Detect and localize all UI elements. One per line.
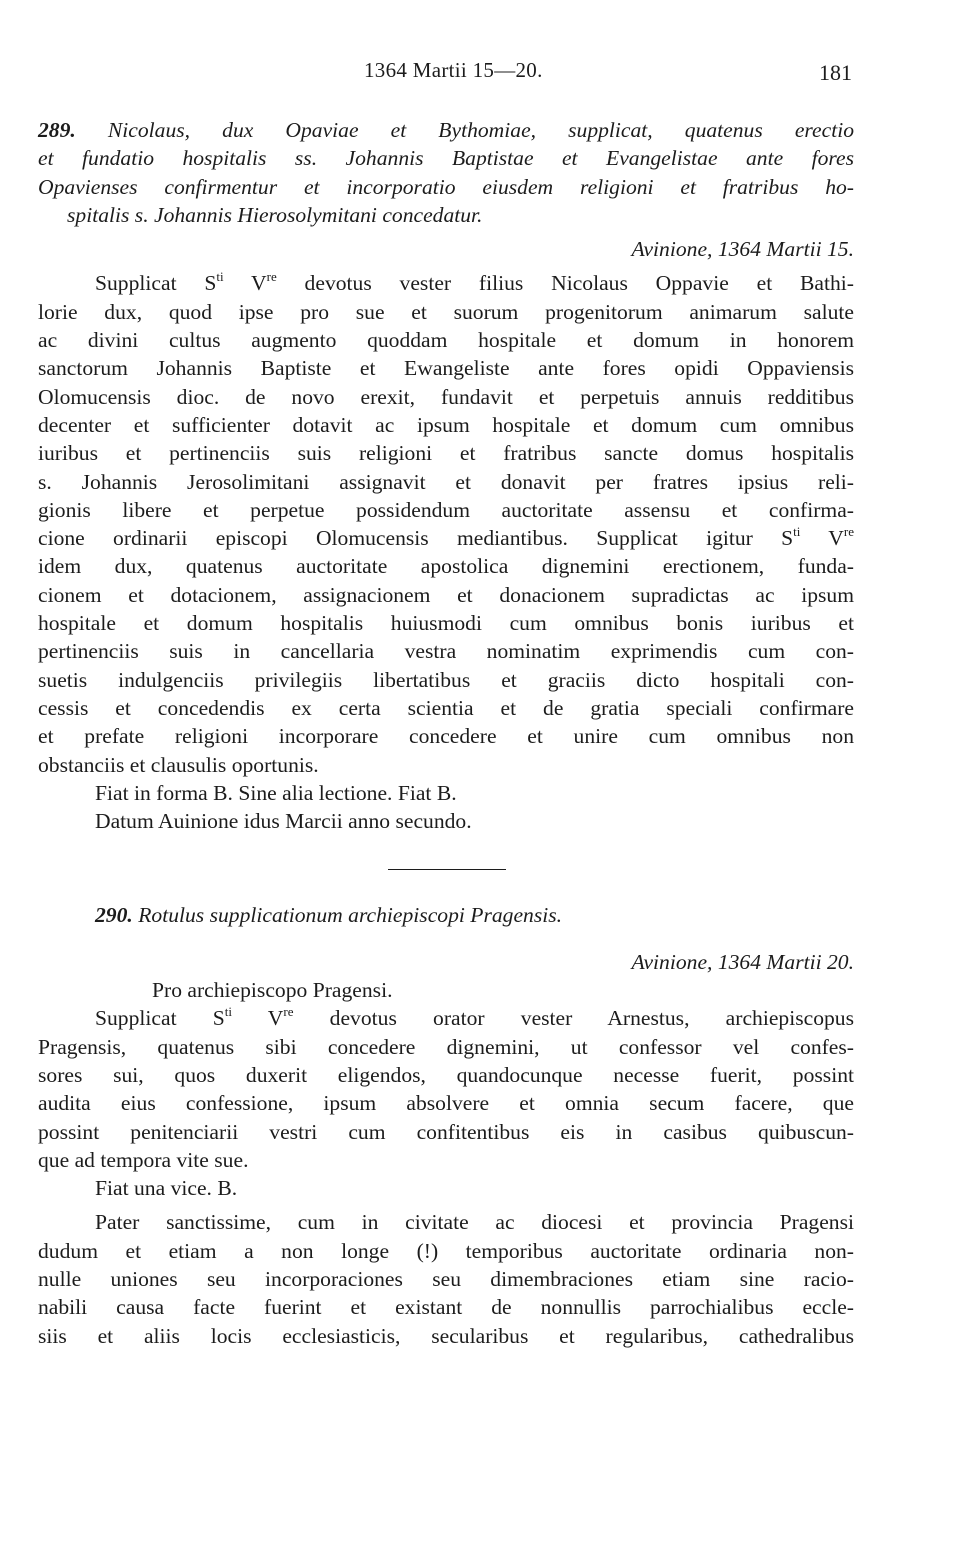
running-head: 1364 Martii 15—20. <box>364 58 543 82</box>
entry-289-heading <box>38 116 854 229</box>
body-line: obstanciis et clausulis oportunis. <box>38 752 319 777</box>
page-header <box>0 58 960 90</box>
body-line: gionis libere et perpetue possidendum auctoritate assensu et confirma- <box>38 497 854 522</box>
section-divider <box>38 835 854 901</box>
entry-290-addressee: Pro archiepiscopo Pragensi. <box>152 978 393 1003</box>
body-line: cessis et concedendis ex certa scientia et de gratia speciali confirmare <box>38 695 854 720</box>
entry-290-fiat: Fiat una vice. B. <box>95 1176 238 1201</box>
body-line: decenter et sufficienter dotavit ac ipsum hospitale et domum cum omnibus <box>38 412 854 437</box>
page-number: 181 <box>819 60 852 85</box>
entry-289-title-line: et fundatio hospitalis ss. Johannis Baptistae et Evangelistae ante fores <box>38 146 854 171</box>
entry-290 <box>38 901 854 1349</box>
body-line: s. Johannis Jerosolimitani assignavit et donavit per fratres ipsius reli- <box>38 469 854 494</box>
entry-289-title-line: Opavienses confirmentur et incorporatio eiusdem religioni et fratribus ho- <box>38 174 854 199</box>
body-line: pertinenciis suis in cancellaria vestra nominatim exprimendis cum con- <box>38 639 854 664</box>
body-line: nulle uniones seu incorporaciones seu dimembraciones etiam sine racio- <box>38 1266 854 1291</box>
body-line: et prefate religioni incorporare concedere et unire cum omnibus non <box>38 724 854 749</box>
body-line: siis et aliis locis ecclesiasticis, secularibus et regularibus, cathedralibus <box>38 1323 854 1348</box>
body-line: que ad tempora vite sue. <box>38 1147 249 1172</box>
body-line: nabili causa facte fuerint et existant de nonnullis parrochialibus eccle- <box>38 1295 854 1320</box>
body-line: lorie dux, quod ipse pro sue et suorum progenitorum animarum salute <box>38 299 854 324</box>
body-line: iuribus et pertinenciis suis religioni et fratribus sancte domus hospitalis <box>38 441 854 466</box>
entry-289-title-line: 289. Nicolaus, dux Opaviae et Bythomiae, supplicat, quatenus erectio <box>38 118 854 142</box>
body-line: suetis indulgenciis privilegiis libertatibus et graciis dicto hospitali con- <box>38 667 854 692</box>
body-line: possint penitenciarii vestri cum confitentibus eis in casibus quibuscun- <box>38 1119 854 1144</box>
page-content <box>38 116 854 1350</box>
body-line: Pragensis, quatenus sibi concedere dignemini, ut confessor vel confes- <box>38 1034 854 1059</box>
entry-289-body <box>38 269 854 778</box>
body-line: Olomucensis dioc. de novo erexit, fundavit et perpetuis annuis redditibus <box>38 384 854 409</box>
body-line: dudum et etiam a non longe (!) temporibus auctoritate ordinaria non- <box>38 1238 854 1263</box>
body-line: idem dux, quatenus auctoritate apostolica dignemini erectionem, funda- <box>38 554 854 579</box>
body-line: hospitale et domum hospitalis huiusmodi cum omnibus bonis iuribus et <box>38 611 854 636</box>
entry-289-datum: Datum Auinione idus Marcii anno secundo. <box>95 809 472 834</box>
divider-rule <box>388 869 506 870</box>
entry-290-title-line: 290. Rotulus supplicationum archiepiscopi Pragensis. <box>95 903 563 928</box>
entry-290-body <box>38 1004 854 1174</box>
entry-290-body-continued <box>38 1208 854 1349</box>
body-line: cione ordinarii episcopi Olomucensis mediantibus. Supplicat igitur $S^{ti}$ Vre <box>38 524 854 551</box>
body-line: sanctorum Johannis Baptiste et Ewangeliste ante fores opidi Oppaviensis <box>38 356 854 381</box>
body-line: cionem et dotacionem, assignacionem et donacionem supradictas ac ipsum <box>38 582 854 607</box>
body-line: Supplicat $S^{ti}$ Vre devotus orator vester Arnestus, archiepiscopus <box>95 1004 854 1031</box>
body-line: audita eius confessione, ipsum absolvere et omnia secum facere, que <box>38 1091 854 1116</box>
body-line: ac divini cultus augmento quoddam hospitale et domum in honorem <box>38 328 854 353</box>
body-line: sores sui, quos duxerit eligendos, quandocunque necesse fuerit, possint <box>38 1062 854 1087</box>
entry-289-fiat: Fiat in forma B. Sine alia lectione. Fiat B. <box>95 780 457 805</box>
entry-number: 290. <box>95 903 133 928</box>
entry-289 <box>38 116 854 835</box>
body-line: Supplicat $S^{ti}$ Vre devotus vester filius Nicolaus Oppavie et Bathi- <box>95 269 854 296</box>
body-line: Pater sanctissime, cum in civitate ac diocesi et provincia Pragensi <box>95 1210 854 1235</box>
entry-290-place-date: Avinione, 1364 Martii 20. <box>631 949 854 974</box>
entry-number: 289. <box>38 118 76 142</box>
entry-289-place-date: Avinione, 1364 Martii 15. <box>631 237 854 262</box>
entry-289-title-line: spitalis s. Johannis Hierosolymitani concedatur. <box>67 202 483 227</box>
